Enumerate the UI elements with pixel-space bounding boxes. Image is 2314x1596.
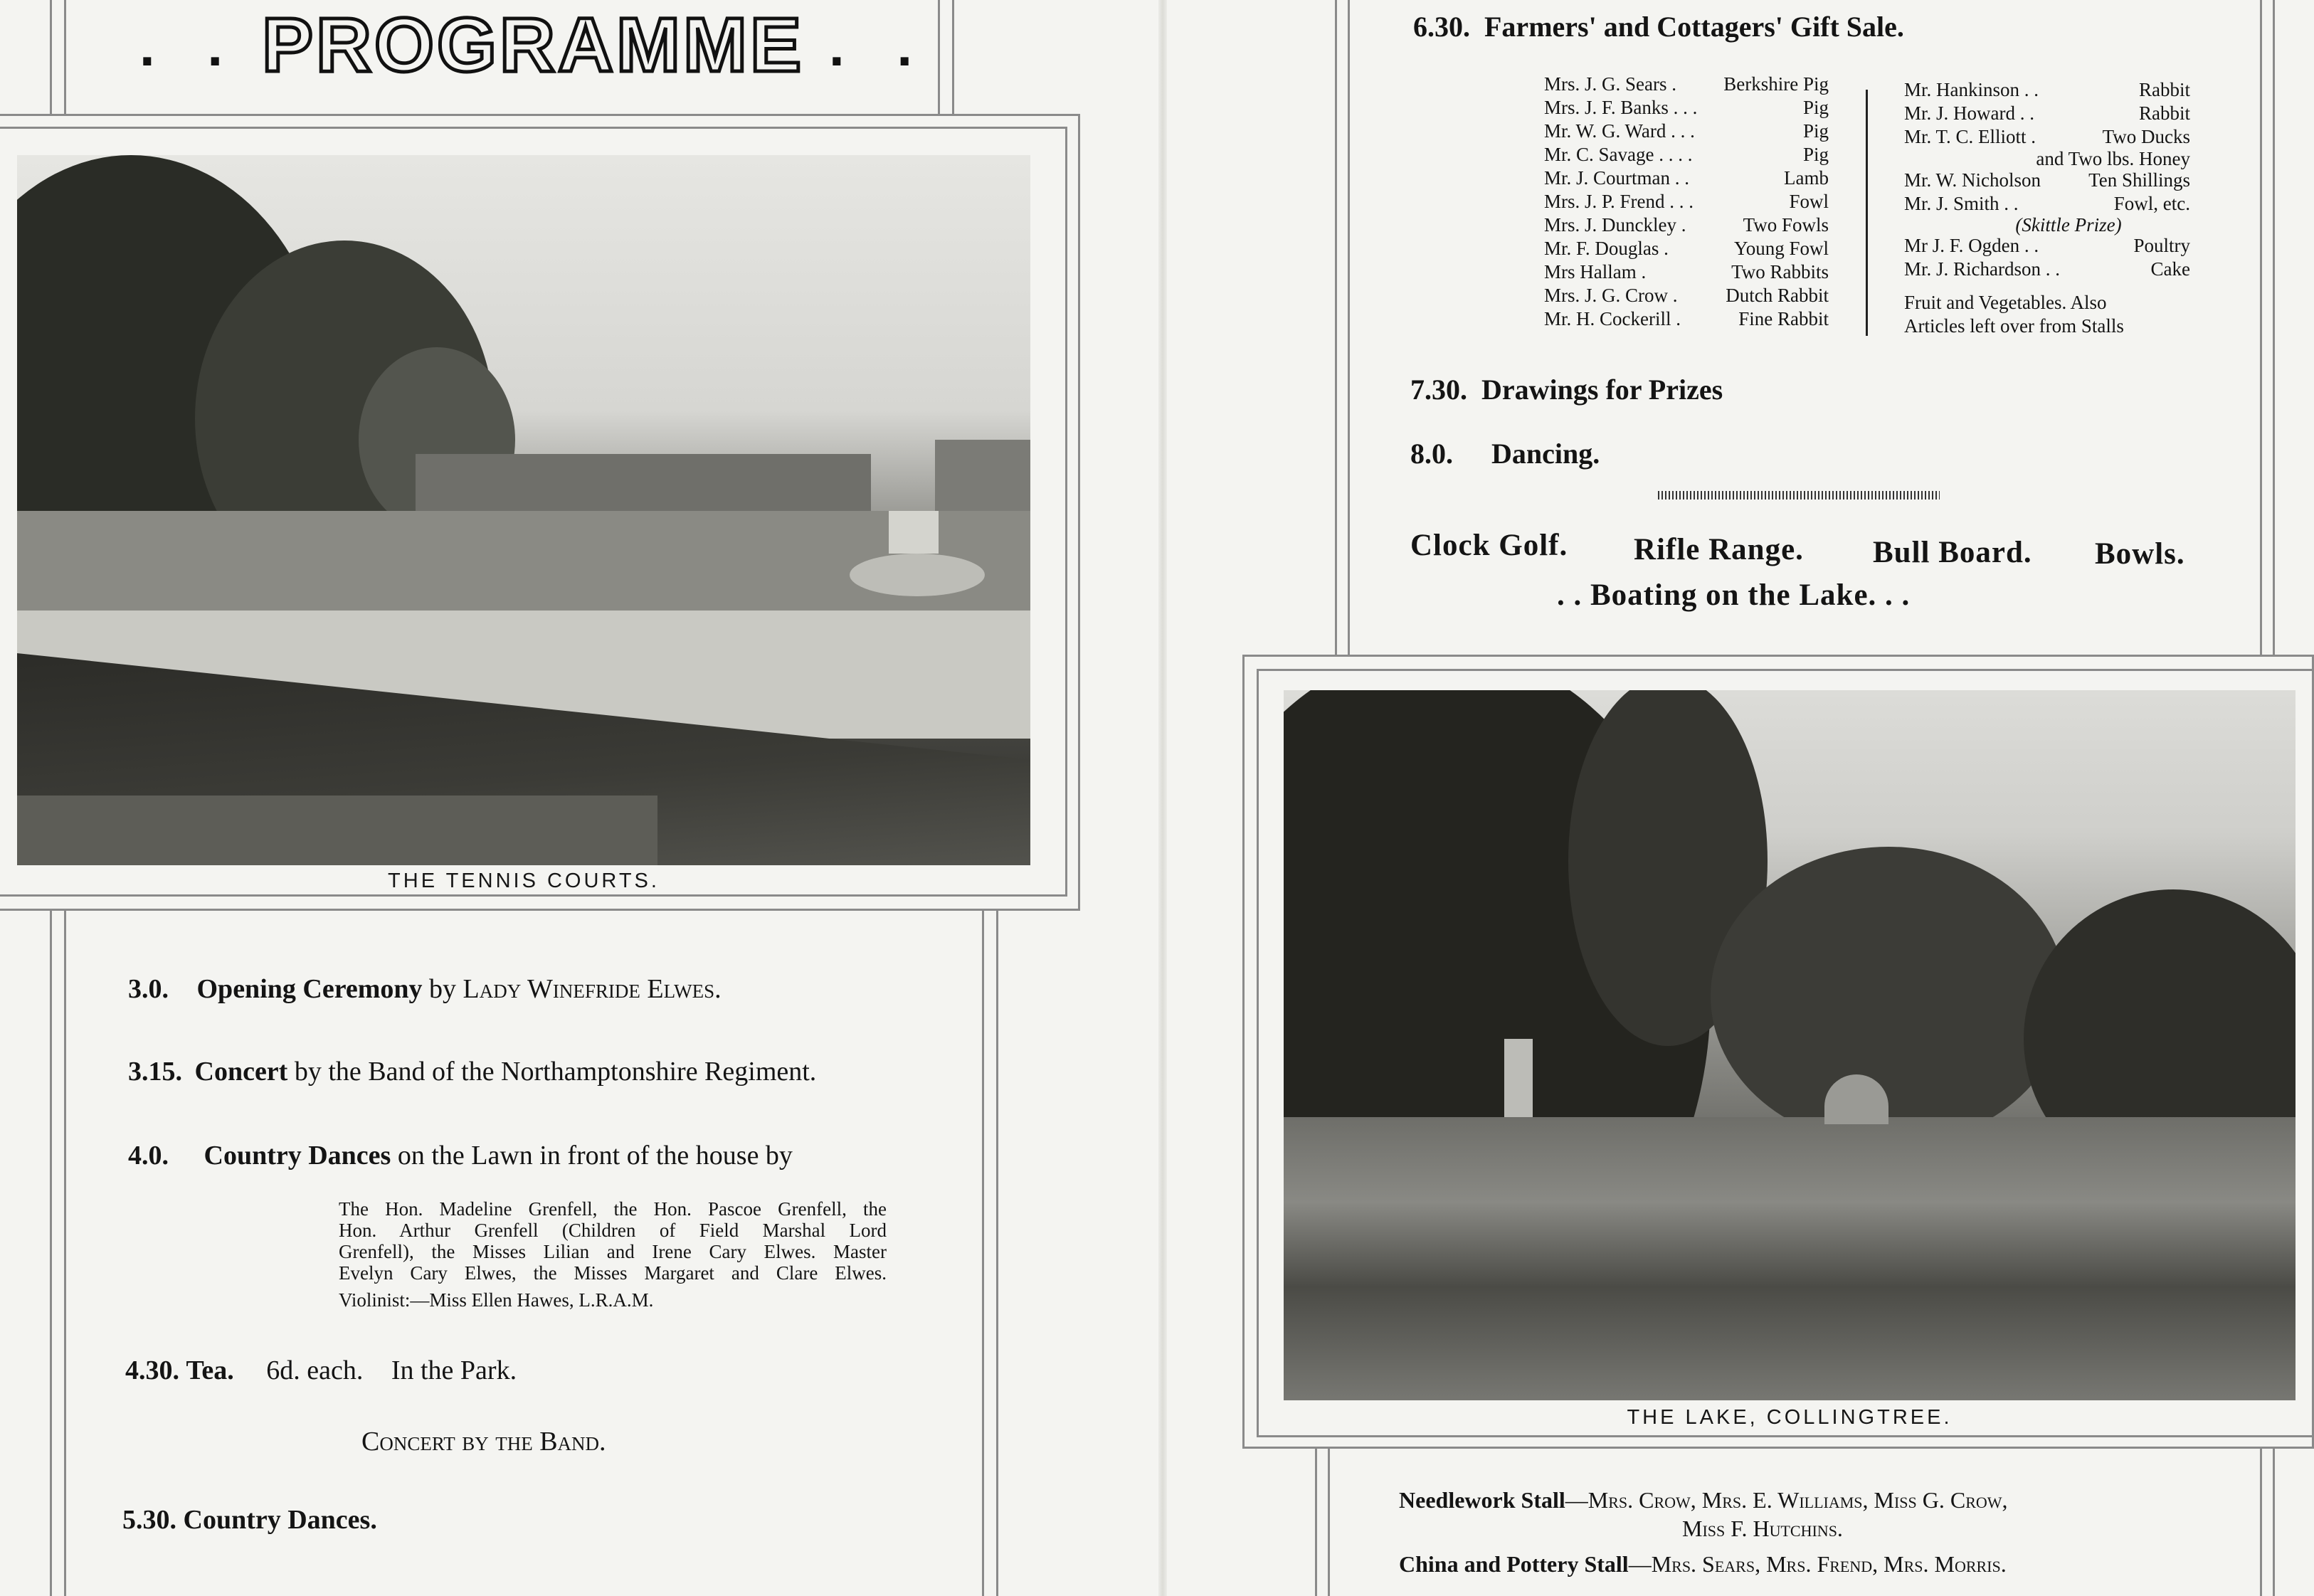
- border-line: [982, 911, 984, 1596]
- time: 7.30.: [1410, 374, 1467, 406]
- activity-bull-board: Bull Board.: [1873, 536, 2032, 569]
- activity-boating: . . Boating on the Lake. . .: [1557, 578, 1911, 612]
- gift-text: Pig: [1802, 120, 1829, 142]
- gift-text: Fowl, etc.: [2113, 193, 2190, 214]
- border-line: [938, 0, 940, 114]
- gift-text: Berkshire Pig: [1723, 73, 1829, 95]
- gift-text: Mrs. J. P. Frend . . .: [1544, 191, 1694, 212]
- gift-text: Pig: [1802, 144, 1829, 165]
- time: 6.30.: [1413, 11, 1470, 43]
- tennis-courts-photo: [17, 155, 1030, 865]
- time: 4.0.: [128, 1141, 169, 1170]
- time: 5.30.: [122, 1505, 176, 1535]
- event: Farmers' and Cottagers' Gift Sale.: [1484, 11, 1904, 43]
- gift-row: [1904, 169, 2190, 192]
- gift-text: Pig: [1802, 97, 1829, 118]
- schedule-item-opening: [128, 973, 722, 1005]
- ornament-rule: [1658, 491, 1940, 500]
- tennis-courts-caption: THE TENNIS COURTS.: [388, 870, 660, 892]
- border-line: [2273, 1449, 2275, 1596]
- gift-divider: [1866, 90, 1868, 336]
- gift-row: [1904, 125, 2190, 149]
- gift-row: [1544, 167, 1829, 190]
- event: Opening Ceremony: [196, 974, 423, 1004]
- time: 4.30.: [125, 1355, 179, 1385]
- event: Drawings for Prizes: [1481, 374, 1723, 406]
- title-dots-left: . .: [139, 15, 242, 78]
- border-line: [50, 911, 52, 1596]
- detail: In the Park.: [391, 1355, 517, 1385]
- detail: 6d. each.: [266, 1355, 364, 1385]
- event: Country Dances.: [183, 1505, 377, 1535]
- gift-text: Lamb: [1784, 167, 1829, 189]
- gift-row: [1544, 237, 1829, 260]
- lake-caption: THE LAKE, COLLINGTREE.: [1627, 1406, 1953, 1429]
- gift-text: (Skittle Prize): [2015, 214, 2122, 236]
- gift-text: Young Fowl: [1733, 238, 1829, 259]
- stall-people: —Mrs. Crow, Mrs. E. Williams, Miss G. Crow,: [1565, 1487, 2008, 1513]
- gift-text: Mr. J. Courtman . .: [1544, 167, 1690, 189]
- time: 3.15.: [128, 1057, 182, 1087]
- gift-text: Mr. H. Cockerill .: [1544, 308, 1681, 329]
- gift-text: Ten Shillings: [2088, 169, 2190, 191]
- detail: by the Band of the Northamptonshire Regiment.: [294, 1057, 817, 1087]
- dancers-line: The Hon. Madeline Grenfell, the Hon. Pascoe Grenfell, the: [339, 1198, 887, 1220]
- stall-people: —Mrs. Sears, Mrs. Frend, Mrs. Morris.: [1628, 1551, 2007, 1577]
- gift-sale-heading: [1413, 10, 1904, 43]
- gift-list-left: [1544, 73, 1829, 331]
- gift-row: [1544, 260, 1829, 284]
- activity-bowls: Bowls.: [2095, 537, 2185, 571]
- gift-extra: Articles left over from Stalls: [1904, 315, 2124, 337]
- event: Dancing.: [1491, 438, 1600, 470]
- schedule-item-dances: [128, 1140, 793, 1171]
- gift-text: Mr. C. Savage . . . .: [1544, 144, 1693, 165]
- border-line: [1335, 0, 1337, 655]
- event: Tea.: [186, 1355, 234, 1385]
- stall-name: China and Pottery Stall: [1399, 1551, 1629, 1577]
- gift-row: [1904, 258, 2190, 281]
- dancers-line: Evelyn Cary Elwes, the Misses Margaret and Clare Elwes.: [339, 1262, 887, 1284]
- gift-row: [1904, 234, 2190, 258]
- gift-text: Rabbit: [2139, 102, 2190, 124]
- detail-name: Lady Winefride Elwes.: [463, 974, 722, 1004]
- gift-row: [1904, 216, 2190, 234]
- border-line: [50, 0, 52, 114]
- gift-text: Fowl: [1789, 191, 1829, 212]
- gift-text: Mr. J. Richardson . .: [1904, 258, 2060, 280]
- activity-rifle-range: Rifle Range.: [1634, 533, 1804, 566]
- gift-text: Mr. J. Smith . .: [1904, 193, 2019, 214]
- gift-row: [1544, 213, 1829, 237]
- gift-row: [1904, 102, 2190, 125]
- gift-row: [1904, 149, 2190, 169]
- schedule-item-drawings: [1410, 373, 1723, 406]
- stall-name: Needlework Stall: [1399, 1487, 1565, 1513]
- gift-text: Two Fowls: [1743, 214, 1829, 236]
- gift-text: Cake: [2150, 258, 2190, 280]
- border-line: [2273, 0, 2275, 655]
- schedule-item-tea: [125, 1355, 517, 1386]
- gift-row: [1904, 78, 2190, 102]
- dancers-line: Grenfell), the Misses Lilian and Irene Cary Elwes. Master: [339, 1241, 887, 1262]
- event: Country Dances: [204, 1141, 391, 1170]
- border-line: [952, 0, 954, 114]
- page-title: PROGRAMME: [262, 1, 804, 88]
- gift-text: Mr. F. Douglas .: [1544, 238, 1669, 259]
- border-line: [1328, 1449, 1330, 1596]
- gift-text: Mr. J. Howard . .: [1904, 102, 2034, 124]
- gift-text: Two Rabbits: [1731, 261, 1829, 282]
- gift-text: Mrs Hallam .: [1544, 261, 1647, 282]
- stall-needlework-cont: Miss F. Hutchins.: [1682, 1516, 1843, 1541]
- gift-extra: Fruit and Vegetables. Also: [1904, 292, 2107, 313]
- gift-text: Mrs. J. G. Sears .: [1544, 73, 1676, 95]
- gift-row: [1544, 284, 1829, 307]
- gift-text: Mr. Hankinson . .: [1904, 79, 2039, 100]
- detail: by: [429, 974, 457, 1004]
- gift-text: Mr. W. G. Ward . . .: [1544, 120, 1695, 142]
- border-line: [1315, 1449, 1317, 1596]
- time: 3.0.: [128, 974, 169, 1004]
- border-line: [2260, 1449, 2262, 1596]
- concert-by-band: Concert by the Band.: [361, 1427, 606, 1457]
- gift-row: [1544, 143, 1829, 167]
- gift-row: [1544, 73, 1829, 96]
- gift-row: [1544, 190, 1829, 213]
- gift-text: Rabbit: [2139, 79, 2190, 100]
- activity-clock-golf: Clock Golf.: [1410, 529, 1568, 562]
- schedule-item-dances-2: [122, 1504, 377, 1536]
- gift-text: Mrs. J. Dunckley .: [1544, 214, 1686, 236]
- page-fold: [1158, 0, 1167, 1596]
- gift-text: Dutch Rabbit: [1726, 285, 1829, 306]
- gift-text: Two Ducks: [2102, 126, 2190, 147]
- gift-text: Fine Rabbit: [1738, 308, 1829, 329]
- gift-text: Mr. T. C. Elliott .: [1904, 126, 2036, 147]
- violinist: Violinist:—Miss Ellen Hawes, L.R.A.M.: [339, 1289, 654, 1311]
- schedule-item-dancing: [1410, 437, 1600, 470]
- gift-row: [1544, 96, 1829, 120]
- border-line: [2260, 0, 2262, 655]
- stall-china-pottery: [1399, 1551, 2007, 1577]
- gift-row: [1544, 307, 1829, 331]
- gift-text: Mr. W. Nicholson: [1904, 169, 2041, 191]
- gift-text: Mrs. J. G. Crow .: [1544, 285, 1678, 306]
- schedule-item-concert: [128, 1056, 816, 1087]
- gift-row: [1544, 120, 1829, 143]
- border-line: [64, 0, 66, 114]
- detail: on the Lawn in front of the house by: [397, 1141, 793, 1170]
- border-line: [64, 911, 66, 1596]
- gift-text: Mr J. F. Ogden . .: [1904, 235, 2039, 256]
- event: Concert: [194, 1057, 288, 1087]
- gift-text: Mrs. J. F. Banks . . .: [1544, 97, 1698, 118]
- gift-text: and Two lbs. Honey: [2036, 148, 2190, 169]
- gift-text: Poultry: [2133, 235, 2190, 256]
- border-line: [996, 911, 998, 1596]
- lake-photo: [1284, 690, 2295, 1400]
- dancers-list: [339, 1198, 887, 1284]
- border-line: [1348, 0, 1350, 655]
- gift-list-right: [1904, 78, 2190, 338]
- stall-needlework: [1399, 1487, 2008, 1513]
- time: 8.0.: [1410, 438, 1453, 470]
- gift-row: [1904, 192, 2190, 216]
- dancers-line: Hon. Arthur Grenfell (Children of Field Marshal Lord: [339, 1220, 887, 1241]
- title-dots-right: . .: [829, 15, 931, 78]
